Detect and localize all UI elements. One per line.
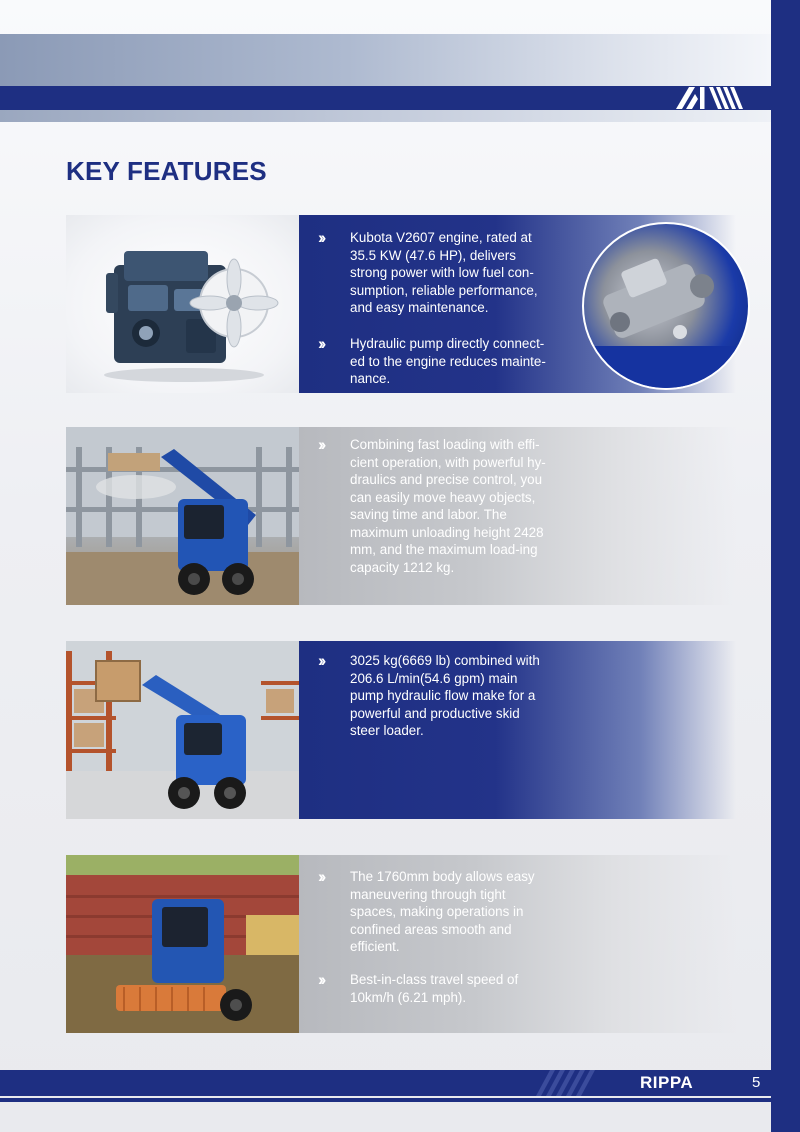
bullet-text: Hydraulic pump directly connect-ed to the engine reduces mainte-nance. <box>350 336 546 386</box>
feature-bullet <box>318 436 553 576</box>
double-chevron-right-icon: ›› <box>318 867 324 886</box>
feature-bullet <box>318 868 553 956</box>
bullet-text: Combining fast loading with effi-cient operation, with powerful hy-draulics and precise control, you can easily move heavy objects, saving time and labor. The maximum unloading height 2428 mm, and the maximum load-ing capacity 1212 kg. <box>350 437 546 575</box>
feature-bullet <box>318 229 553 317</box>
feature-text-panel <box>299 855 736 1033</box>
double-chevron-right-icon: ›› <box>318 228 324 247</box>
rippa-stripe-logo-icon <box>676 85 746 111</box>
feature-bullet <box>318 971 553 1006</box>
feature-bullet <box>318 335 553 388</box>
footer-thin-line <box>0 1098 771 1102</box>
header-lower-band <box>0 110 771 122</box>
hydraulic-pump-circle-photo <box>582 222 750 390</box>
feature-block-loading <box>66 427 736 605</box>
bullet-text: 3025 kg(6669 lb) combined with 206.6 L/min(54.6 gpm) main pump hydraulic flow make for a powerful and productive skid steer loader. <box>350 653 540 738</box>
kubota-engine-photo <box>66 215 299 393</box>
bullet-text: Kubota V2607 engine, rated at 35.5 KW (47.6 HP), delivers strong power with low fuel con-sumption, reliable performance, and easy maintenance. <box>350 230 538 315</box>
footer-brand-logo: RIPPA <box>640 1073 694 1092</box>
bullet-text: The 1760mm body allows easy maneuvering through tight spaces, making operations in confined areas smooth and efficient. <box>350 869 535 954</box>
double-chevron-right-icon: ›› <box>318 435 324 454</box>
header-gradient-band <box>0 34 771 86</box>
skid-steer-warehouse-photo <box>66 641 299 819</box>
right-edge-bar <box>771 0 800 1132</box>
header-main-bar <box>0 86 771 110</box>
page-number: 5 <box>752 1074 761 1091</box>
footer-stripe-decoration-icon <box>528 1070 608 1096</box>
feature-block-hydraulics <box>66 641 736 819</box>
feature-block-maneuvering <box>66 855 736 1033</box>
bullet-text: Best-in-class travel speed of 10km/h (6.21 mph). <box>350 972 519 1005</box>
skid-steer-farm-sweeper-photo <box>66 855 299 1033</box>
skid-steer-construction-site-photo <box>66 427 299 605</box>
double-chevron-right-icon: ›› <box>318 970 324 989</box>
double-chevron-right-icon: ›› <box>318 651 324 670</box>
double-chevron-right-icon: ›› <box>318 334 324 353</box>
feature-text-panel <box>299 427 736 605</box>
page-title: KEY FEATURES <box>66 156 267 186</box>
feature-bullet <box>318 652 553 740</box>
feature-text-panel <box>299 641 736 819</box>
